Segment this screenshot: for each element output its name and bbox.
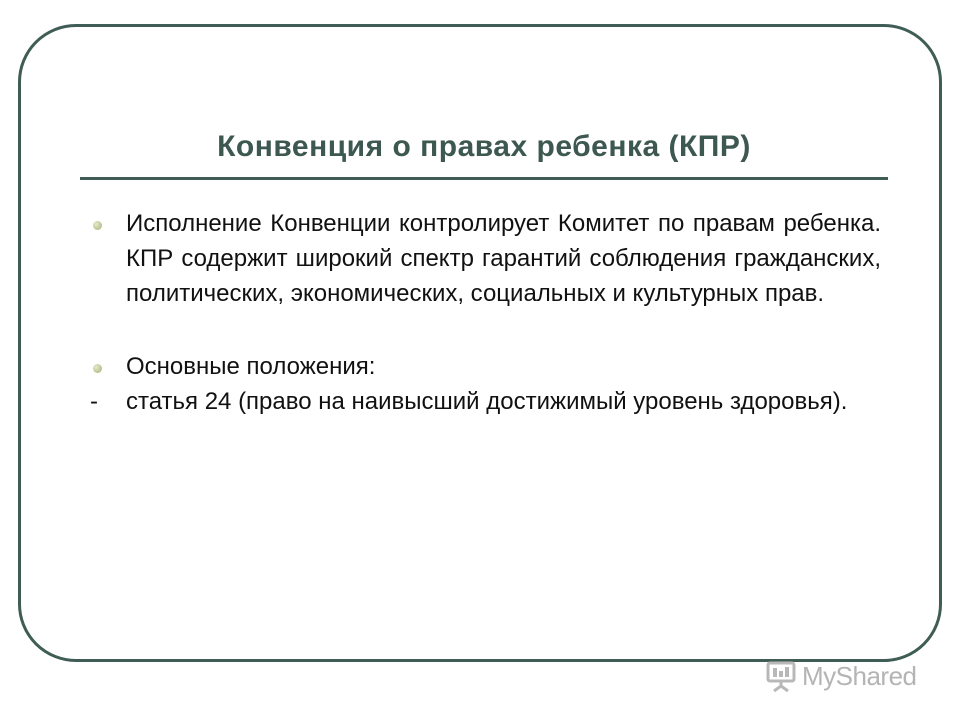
title-underline: [80, 177, 888, 180]
dash-marker: -: [90, 388, 98, 415]
list-item: [88, 349, 881, 384]
slide-content: [88, 206, 881, 419]
list-item: [88, 206, 881, 311]
slide-title: Конвенция о правах ребенка (КПР): [217, 130, 751, 163]
bullet-icon: [93, 364, 102, 373]
presentation-board-icon: [766, 659, 796, 693]
bullet-icon: [93, 221, 102, 230]
list-item: [88, 384, 881, 419]
list-item-text: Основные положения:: [126, 353, 376, 380]
list-item-text: статья 24 (право на наивысший достижимый уровень здоровья).: [126, 388, 848, 415]
watermark-text: MyShared: [802, 660, 917, 691]
watermark: [766, 656, 936, 696]
list-item-text: Исполнение Конвенции контролирует Комитет по правам ребенка. КПР содержит широкий спектр гарантий соблюдения гражданских, политических, экономических, социальных и культурных прав.: [126, 210, 881, 307]
